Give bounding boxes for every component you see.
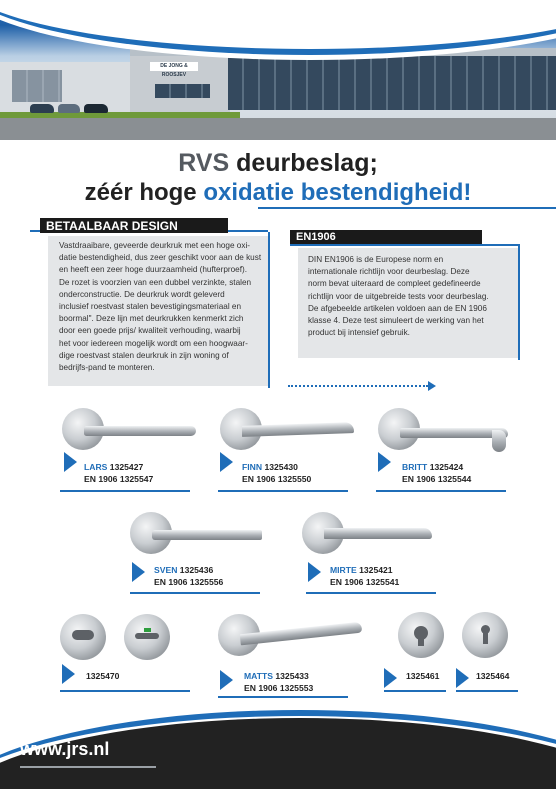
arrow-icon [456,668,469,688]
arrow-icon [378,452,391,472]
dotted-divider [288,385,428,387]
title-rvs: RVS [178,149,230,177]
title-rule [258,207,556,209]
design-text: Vastdraaibare, geveerde deurkruk met een hoge oxi- datie bestendigheid, dus zeer geschikt voor aan de kust en heeft een zeer hoge duurzaamheid (hufterproef). De rozet is voorzien van een dubbel verzinkte, stalen onderconstructie. De deurkruk wordt geleverd inclusief roestvast stalen bevestigingsmateriaal en boormal". Deze lijn met deurkrukken kenmerkt zich door een goede prijs/ kwaliteit verhouding, waarbij het voor iedereen mogelijk wordt om een hoogwaar- dige roestvast stalen deurkruk in zijn woning of bedrijfs-pand te monteren. [59,241,262,373]
product-underline [456,690,518,692]
product-underline [376,490,506,492]
product-image-matts [218,612,368,664]
product-image-mirte [302,510,442,558]
en1906-vbar [518,244,520,360]
arrow-icon [220,452,233,472]
page-title-line2 [0,178,556,208]
en1906-rule [290,244,520,246]
website-underline [20,766,156,768]
en1906-heading: EN1906 [290,230,482,244]
product-label-1325461: 1325461 [406,671,440,681]
building-sign: DE JONG & ROOSJEV [150,62,198,71]
product-label-matts: MATTS 1325433 EN 1906 1325553 [244,671,314,693]
product-underline [60,690,190,692]
design-panel [48,236,268,386]
product-image-1325461 [398,612,446,660]
product-image-1325470 [60,610,190,664]
product-label-sven: SVEN 1325436 EN 1906 1325556 [154,565,224,587]
page-title-line1 [0,148,556,178]
product-underline [306,592,436,594]
arrow-icon [62,664,75,684]
design-vbar [268,232,270,388]
product-label-1325470: 1325470 [86,671,120,681]
product-label-britt: BRITT 1325424 EN 1906 1325544 [402,462,472,484]
en1906-panel: DIN EN1906 is de Europese norm en internationale richtlijn voor deurbeslag. Deze norm bevat uiteraard de compleet gedefineerde richtlijn voor de uitgebreide tests voor deurbeslag. De afgebeelde artikelen voldoen aan de EN 1906 klasse 4. Deze test simuleert de werking van het product bij intensief gebruik. [298,248,518,358]
product-image-britt [378,406,518,456]
design-heading: BETAALBAAR DESIGN [40,218,228,233]
product-image-1325464 [462,612,510,660]
dotted-arrow-icon [428,381,436,391]
product-underline [384,690,446,692]
arrow-icon [64,452,77,472]
product-underline [218,696,348,698]
title-zeer-hoge: zéér hoge [84,179,197,206]
header-banner [0,0,556,140]
product-image-sven [130,510,270,558]
title-oxidatie: oxidatie bestendigheid! [203,179,472,206]
arrow-icon [384,668,397,688]
product-underline [130,592,260,594]
product-underline [60,490,190,492]
product-image-lars [62,406,202,454]
title-deurbeslag: deurbeslag; [236,149,378,177]
product-label-mirte: MIRTE 1325421 EN 1906 1325541 [330,565,400,587]
arrow-icon [308,562,321,582]
product-image-finn [220,406,360,454]
arrow-icon [132,562,145,582]
website-link[interactable]: www.jrs.nl [20,739,110,759]
product-label-1325464: 1325464 [476,671,510,681]
product-label-finn: FINN 1325430 EN 1906 1325550 [242,462,312,484]
product-underline [218,490,348,492]
product-label-lars: LARS 1325427 EN 1906 1325547 [84,462,154,484]
arrow-icon [220,670,233,690]
